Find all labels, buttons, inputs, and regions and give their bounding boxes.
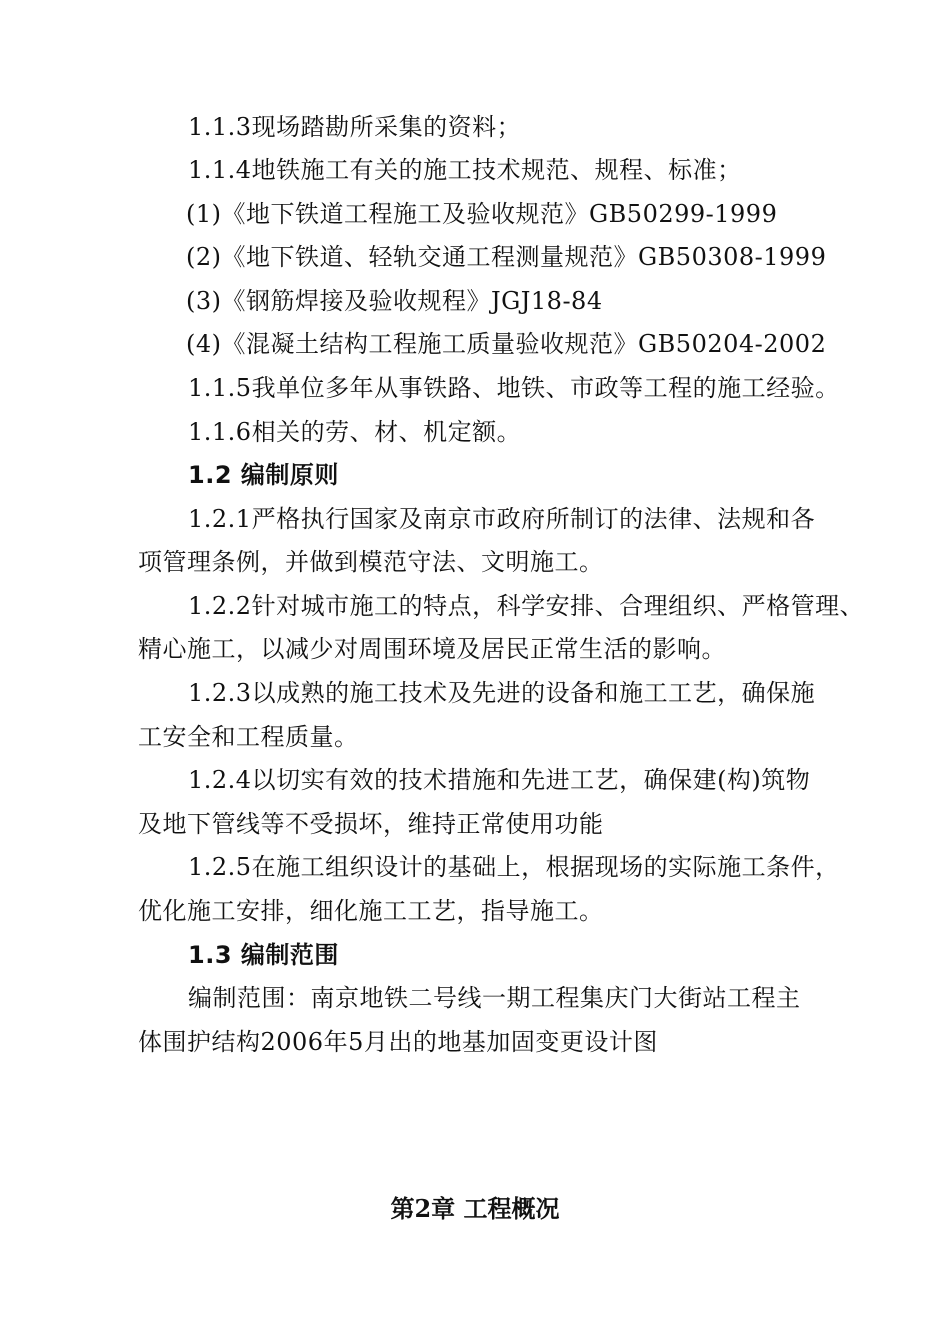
item-1-2-3-line1: 1.2.3以成熟的施工技术及先进的设备和施工工艺，确保施	[188, 679, 816, 707]
chapter-title: 第2章 工程概况	[390, 1194, 560, 1223]
item-1-1-5: 1.1.5我单位多年从事铁路、地铁、市政等工程的施工经验。	[188, 374, 840, 402]
item-1-1-6: 1.1.6相关的劳、材、机定额。	[188, 418, 522, 446]
item-1-2-5-line2: 优化施工安排，细化施工工艺，指导施工。	[138, 897, 604, 925]
item-1-2-4-line1: 1.2.4以切实有效的技术措施和先进工艺，确保建(构)筑物	[188, 766, 811, 794]
standard-citation-1: (1)《地下铁道工程施工及验收规范》GB50299-1999	[186, 200, 778, 228]
standard-citation-4: (4)《混凝土结构工程施工质量验收规范》GB50204-2002	[186, 330, 827, 358]
item-1-2-1-line1: 1.2.1严格执行国家及南京市政府所制订的法律、法规和各	[188, 505, 816, 533]
item-1-1-4: 1.1.4地铁施工有关的施工技术规范、规程、标准；	[188, 156, 742, 184]
standard-citation-3: (3)《钢筋焊接及验收规程》JGJ18-84	[186, 287, 603, 315]
item-1-2-3-line2: 工安全和工程质量。	[138, 723, 359, 751]
item-1-2-2-line1: 1.2.2针对城市施工的特点，科学安排、合理组织、严格管理、	[188, 592, 865, 620]
section-heading-1-2: 1.2 编制原则	[188, 461, 339, 489]
scope-line2: 体围护结构2006年5月出的地基加固变更设计图	[138, 1028, 658, 1056]
item-1-2-2-line2: 精心施工，以减少对周围环境及居民正常生活的影响。	[138, 635, 726, 663]
item-1-2-5-line1: 1.2.5在施工组织设计的基础上，根据现场的实际施工条件，	[188, 853, 840, 881]
standard-citation-2: (2)《地下铁道、轻轨交通工程测量规范》GB50308-1999	[186, 243, 827, 271]
item-1-2-4-line2: 及地下管线等不受损坏，维持正常使用功能	[138, 810, 604, 838]
item-1-2-1-line2: 项管理条例，并做到模范守法、文明施工。	[138, 548, 604, 576]
item-1-1-3: 1.1.3现场踏勘所采集的资料；	[188, 113, 522, 141]
scope-line1: 编制范围：南京地铁二号线一期工程集庆门大街站工程主	[188, 984, 801, 1012]
section-heading-1-3: 1.3 编制范围	[188, 941, 339, 969]
